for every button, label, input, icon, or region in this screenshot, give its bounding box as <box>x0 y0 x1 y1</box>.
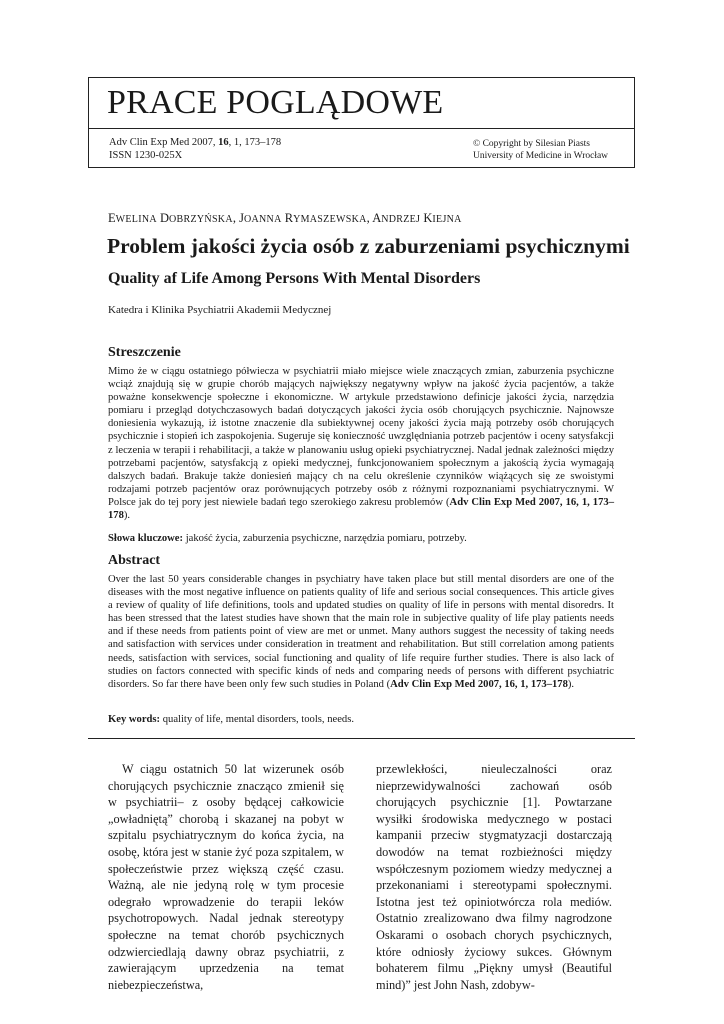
author-3-first-rest: NDRZEJ <box>381 214 421 225</box>
affiliation: Katedra i Klinika Psychiatrii Akademii Medycznej <box>108 304 332 316</box>
author-1-last-initial: D <box>156 211 170 225</box>
streszczenie-heading: Streszczenie <box>108 345 181 360</box>
section-divider <box>88 738 635 739</box>
author-1-last-rest: OBRZYŃSKA <box>169 214 233 225</box>
section-title: PRACE POGLĄDOWE <box>107 84 444 121</box>
author-1-first-rest: WELINA <box>115 214 157 225</box>
journal-citation-block <box>109 136 281 162</box>
key-words-text: quality of life, mental disorders, tools, needs. <box>160 714 354 725</box>
abstract-heading: Abstract <box>108 553 161 568</box>
copyright-line-1: © Copyright by Silesian Piasts <box>473 139 591 149</box>
body-column-right: przewlekłości, nieuleczalności oraz nieprzewidywalności zachowań osób chorujących psychicznie [1]. Powtarzane wysiłki środowiska medycznego w postaci kampanii przeciw stygmatyzacji dostarczają dowodów na temat rozbieżności między współczesnym poziomem wiedzy medycznej a przekonaniami i stereotypami społecznymi. Istotna jest też opiniotwórcza rola mediów. Ostatnio zrealizowano dwa filmy nagrodzone Oskarami o osobach chorych psychicznych, które odniosły życiowy sukces. Głównym bohaterem filmu „Piękny umysł (Beautiful mind)” jest John Nash, zdobyw- <box>376 762 612 992</box>
author-3-first-initial: A <box>372 211 382 225</box>
author-3-last-rest: IEJNA <box>432 214 462 225</box>
copyright-line-2: University of Medicine in Wrocław <box>473 151 609 161</box>
author-1-first-initial: E <box>108 211 116 225</box>
streszczenie-citation: Adv Clin Exp Med 2007, 16, 1, 173–178 <box>108 496 614 522</box>
section-header-box <box>88 77 635 129</box>
journal-citation <box>109 136 281 149</box>
author-list <box>108 211 462 226</box>
key-words <box>108 713 614 726</box>
abstract-body <box>108 573 614 691</box>
journal-prefix: Adv Clin Exp Med 2007, <box>109 137 219 148</box>
article-title-english: Quality af Life Among Persons With Mental Disorders <box>108 270 481 287</box>
journal-volume: 16 <box>218 137 229 148</box>
author-separator-2: , <box>366 211 373 225</box>
streszczenie-close: ). <box>123 510 131 522</box>
article-title-polish: Problem jakości życia osób z zaburzeniami psychicznymi <box>107 234 630 258</box>
author-2-first-initial: J <box>239 211 244 225</box>
streszczenie-body <box>108 365 614 522</box>
author-3-last-initial: K <box>420 211 433 225</box>
slowa-kluczowe-label: Słowa kluczowe: <box>108 533 184 544</box>
key-words-label: Key words: <box>108 714 161 725</box>
author-2-last-initial: R <box>281 211 294 225</box>
abstract-citation: Adv Clin Exp Med 2007, 16, 1, 173–178 <box>390 678 568 690</box>
copyright-block <box>473 138 608 162</box>
slowa-kluczowe-text: jakość życia, zaburzenia psychiczne, narzędzia pomiaru, potrzeby. <box>183 533 467 544</box>
author-2-first-rest: OANNA <box>243 214 282 225</box>
abstract-close: ). <box>567 678 575 690</box>
slowa-kluczowe <box>108 532 614 545</box>
author-separator-1: , <box>232 211 240 225</box>
author-2-last-rest: YMASZEWSKA <box>293 214 367 225</box>
streszczenie-text: Mimo że w ciągu ostatniego półwiecza w psychiatrii miało miejsce wiele znaczących zmian, zaburzenia psychiczne wciąż znajdują się w grupie chorób mających największy negatywny wpływ na jakość życia pacjentów, a także poważne konsekwencje społeczne i ekonomiczne. W artykule przedstawiono definicje jakości życia, narzędzia pomiaru i przegląd dotychczasowych badań dotyczących jakości życia osób chorujących psychicznie. Najnowsze doniesienia wykazują, iż istotne znaczenie dla subiektywnej oceny jakości życia mają potrzeby osób chorujących psychicznie i stopień ich zaspokojenia. Sugeruje się konieczność uwzględniania potrzeb pacjentów i oceny satysfakcji z leczenia w terapii i rehabilitacji, a także w planowaniu usług opieki psychiatrycznej. Nadal jednak zależności między potrzebami pacjentów, satysfakcją z opieki medycznej, funkcjonowaniem społecznym a jakością życia wymagają dalszych badań. Brakuje także doniesień mający ch na celu określenie czynników wiążących się ze swoistymi rodzajami potrzeb pacjentów oraz porównujących potrzeby osób z różnymi rozpoznaniami psychiatrycznymi. W Polsce jak do tej pory jest niewiele badań tego szerokiego zakresu problemów ( <box>108 366 614 508</box>
journal-issn: ISSN 1230-025X <box>109 150 183 161</box>
journal-issue-pages: , 1, 173–178 <box>228 137 282 148</box>
body-column-left: W ciągu ostatnich 50 lat wizerunek osób chorujących psychicznie znacząco zmienił się w psychiatrii– z osoby będącej całkowicie „owładniętą” chorobą i skazanej na pobyt w szpitalu psychiatrycznym do końca życia, na osobę, która jest w stanie żyć poza szpitalem, w społeczeństwie przez większą część czasu. Ważną, ale nie jedyną rolę w tym procesie odegrało wprowadzenie do terapii leków psychotropowych. Nadal jednak stereotypy społeczne na temat chorób psychicznych odzwierciedlają dawny obraz psychiatrii, z zawierającym uprzedzenia na temat niebezpieczeństwa, <box>108 762 344 992</box>
journal-meta-box <box>88 129 635 168</box>
abstract-text: Over the last 50 years considerable changes in psychiatry have taken place but still mental disorders are one of the diseases with the most negative influence on patients quality of life and serious social consequences. This article gives a review of quality of life definitions, tools and updated studies on quality of life in persons with mental disoredrs. It has been stressed that the latest studies have shown that the main role in subjective quality of life play patients needs and if these needs from patients point of view are met or unmet. Many authors suggest the necessity of taking needs and satisfaction with services under consideration in treatment and rehabilitation. But still correlation among patients needs, satisfaction with services, social functioning and quality of life require further studies. There is also lack of studies on factors connected with specific kinds of neds and comparing needs of persons with different psychiatric disorders. So far there have been only few such studies in Poland ( <box>108 574 614 690</box>
